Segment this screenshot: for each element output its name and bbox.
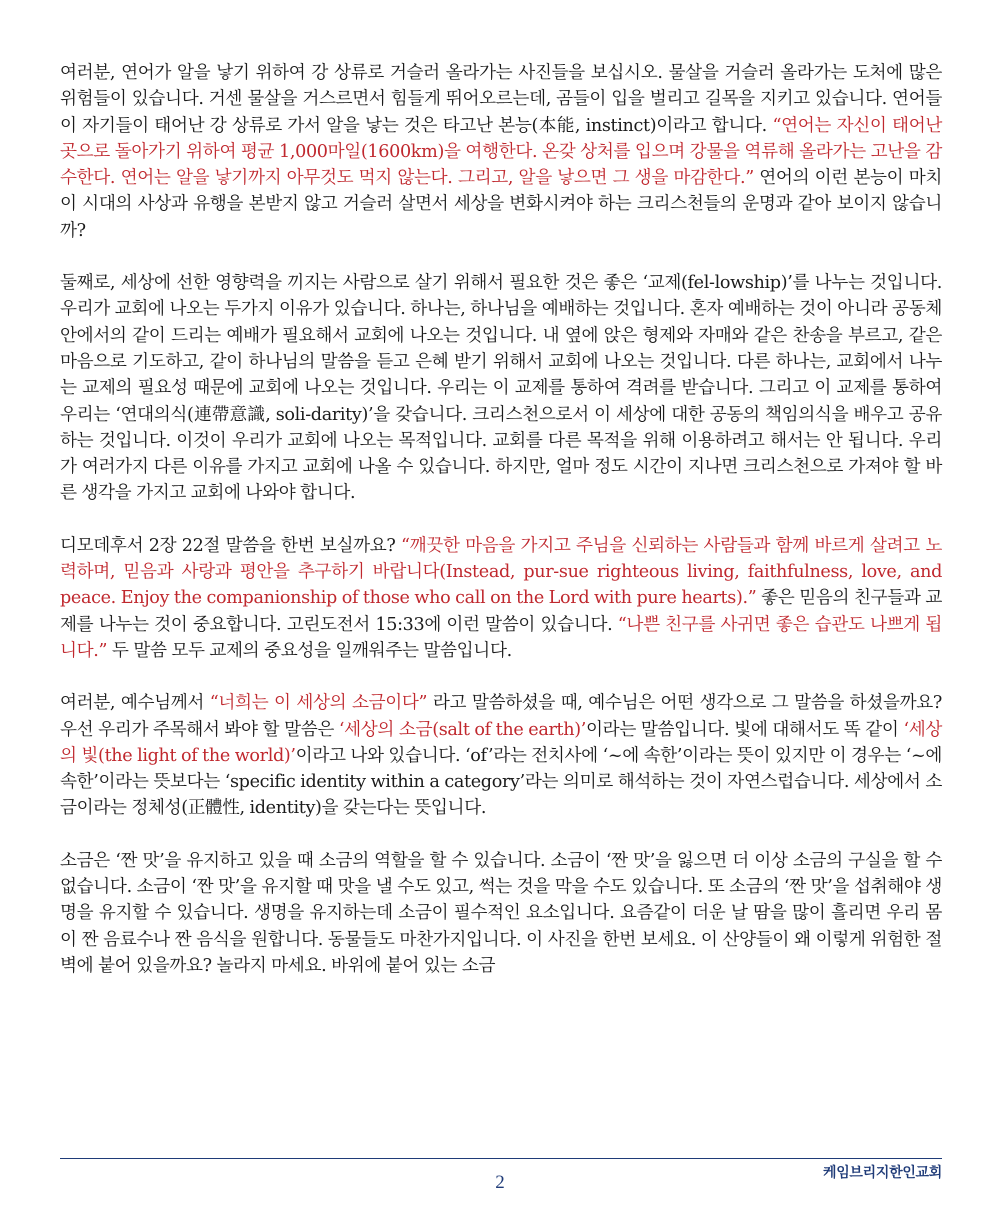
paragraph-fellowship — [60, 270, 942, 507]
page-number: 2 — [495, 1172, 505, 1193]
quote-run: “나쁜 친구를 사귀면 좋은 습관도 나쁘게 됩니다.” — [60, 614, 943, 661]
quote-run: “깨끗한 마음을 가지고 주님을 신뢰하는 사람들과 함께 바르게 살려고 노력하며, 믿음과 사랑과 평안을 추구하기 바랍니다(Instead, pur-sue righteous living, faithfulness, love, and peace. Enjoy the companionship of those who call on the Lord with pure hearts).” — [60, 535, 942, 609]
footer-divider — [60, 1158, 942, 1159]
text-run: 둘째로, 세상에 선한 영향력을 끼지는 사람으로 살기 위해서 필요한 것은 좋은 ‘교제(fel-lowship)’를 나누는 것입니다. 우리가 교회에 나오는 두가지 이유가 있습니다. 하나는, 하나님을 예배하는 것입니다. 혼자 예배하는 것이 아니라 공동체 안에서의 같이 드리는 예배가 필요해서 교회에 나오는 것입니다. 내 옆에 앉은 형제와 자매와 같은 찬송을 부르고, 같은 마음으로 기도하고, 같이 하나님의 말씀을 듣고 은혜 받기 위해서 교회에 나오는 것입니다. 다른 하나는, 교회에서 나누는 교제의 필요성 때문에 교회에 나오는 것입니다. 우리는 이 교제를 통하여 격려를 받습니다. 그리고 이 교제를 통하여 우리는 ‘연대의식(連帶意識, soli-darity)’을 갖습니다. 크리스천으로서 이 세상에 대한 공동의 책임의식을 배우고 공유하는 것입니다. 이것이 우리가 교회에 나오는 목적입니다. 교회를 다른 목적을 위해 이용하려고 해서는 안 됩니다. 우리가 여러가지 다른 이유를 가지고 교회에 나올 수 있습니다. 하지만, 얼마 정도 시간이 지나면 크리스천으로 가져야 할 바른 생각을 가지고 교회에 나와야 합니다. — [60, 273, 942, 504]
text-run: 라고 말씀하셨을 때, 예수님은 어떤 생각으로 그 말씀을 하셨을까요? 우선 우리가 주목해서 봐야 할 말씀은 — [60, 693, 942, 740]
quote-run: ‘세상의 소금(salt of the earth)’ — [338, 719, 587, 740]
paragraph-salt-of-earth — [60, 690, 942, 821]
church-name: 케임브리지한인교회 — [822, 1165, 942, 1181]
quote-run: ‘세상의 빛(the light of the world)’ — [60, 719, 942, 766]
text-run: 이라는 말씀입니다. 빛에 대해서도 똑 같이 — [586, 719, 904, 740]
text-run: 여러분, 연어가 알을 낳기 위하여 강 상류로 거슬러 올라가는 사진들을 보십시오. 물살을 거슬러 올라가는 도처에 많은 위험들이 있습니다. 거센 물살을 거스르면서 힘들게 뛰어오르는데, 곰들이 입을 벌리고 길목을 지키고 있습니다. 연어들이 자기들이 태어난 강 상류로 가서 알을 낳는 것은 타고난 본능(本能, instinct)이라고 합니다. — [60, 63, 942, 136]
quote-run: “연어는 자신이 태어난 곳으로 돌아가기 위하여 평균 1,000마일(1600km)을 여행한다. 온갖 상처를 입으며 강물을 역류해 올라가는 고난을 감수한다. 연어는 알을 낳기까지 아무것도 먹지 않는다. 그리고, 알을 낳으면 그 생을 마감한다.” — [60, 115, 942, 189]
text-run: 연어의 이런 본능이 마치 이 시대의 사상과 유행을 본받지 않고 거슬러 살면서 세상을 변화시켜야 하는 크리스천들의 운명과 같아 보이지 않습니까? — [60, 168, 942, 241]
quote-run: “너희는 이 세상의 소금이다” — [209, 693, 428, 714]
paragraph-timothy — [60, 533, 942, 664]
text-run: 디모데후서 2장 22절 말씀을 한번 보실까요? — [60, 535, 402, 556]
document-body — [60, 60, 942, 1005]
text-run: 이라고 나와 있습니다. ‘of’라는 전치사에 ‘~에 속한’이라는 뜻이 있지만 이 경우는 ‘~에 속한’이라는 뜻보다는 ‘specific identity within a category’라는 의미로 해석하는 것이 자연스럽습니다. 세상에서 소금이라는 정체성(正體性, identity)을 갖는다는 뜻입니다. — [60, 745, 943, 819]
text-run: 소금은 ‘짠 맛’을 유지하고 있을 때 소금의 역할을 할 수 있습니다. 소금이 ‘짠 맛’을 잃으면 더 이상 소금의 구실을 할 수 없습니다. 소금이 ‘짠 맛’을 유지할 때 맛을 낼 수도 있고, 썩는 것을 막을 수도 있습니다. 또 소금의 ‘짠 맛’을 섭취해야 생명을 유지할 수 있습니다. 생명을 유지하는데 소금이 필수적인 요소입니다. 요즘같이 더운 날 땀을 많이 흘리면 우리 몸이 짠 음료수나 짠 음식을 원합니다. 동물들도 마찬가지입니다. 이 사진을 한번 보세요. 이 산양들이 왜 이렇게 위험한 절벽에 붙어 있을까요? 놀라지 마세요. 바위에 붙어 있는 소금 — [60, 850, 942, 976]
text-run: 좋은 믿음의 친구들과 교제를 나누는 것이 중요합니다. 고린도전서 15:33에 이런 말씀이 있습니다. — [60, 588, 942, 635]
paragraph-salmon — [60, 60, 942, 244]
text-run: 두 말씀 모두 교제의 중요성을 일깨워주는 말씀입니다. — [107, 640, 512, 661]
paragraph-salty-taste — [60, 848, 942, 979]
text-run: 여러분, 예수님께서 — [60, 693, 210, 714]
